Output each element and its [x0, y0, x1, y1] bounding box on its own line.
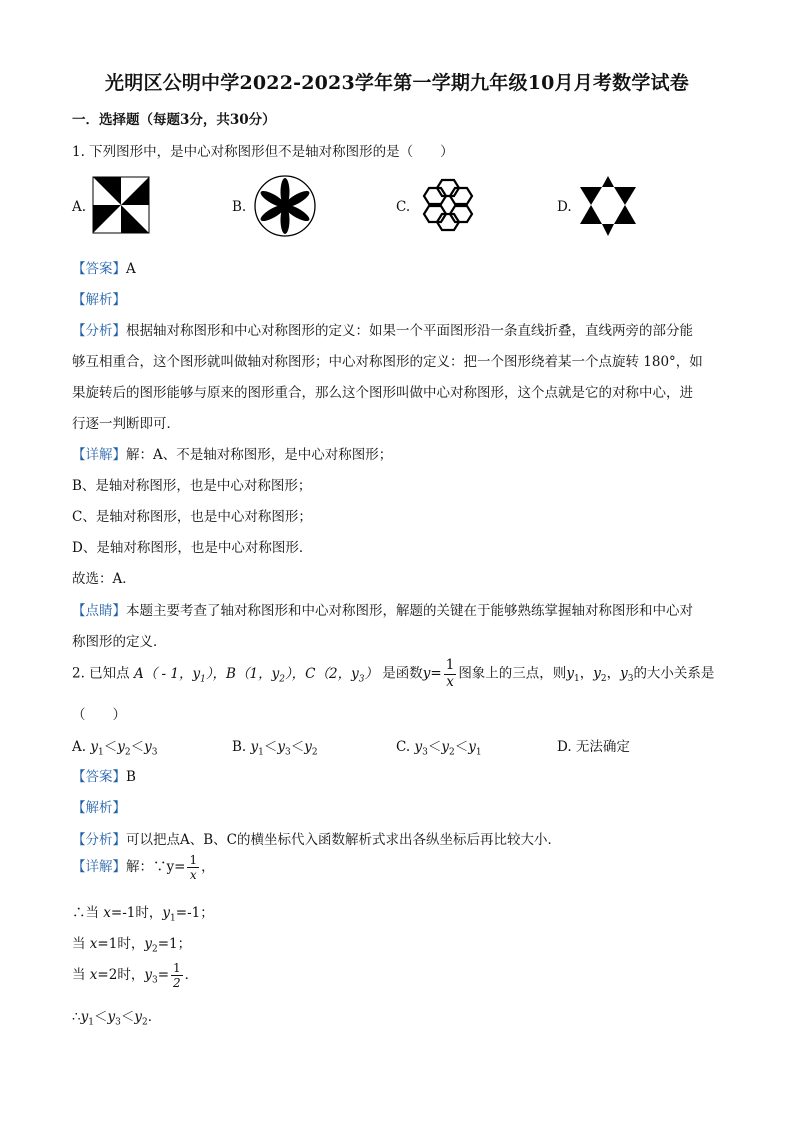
- q2-xj-frac-den: x: [189, 868, 197, 882]
- q1-xiangjie-tag: 【详解】: [72, 447, 126, 463]
- q2-answer-value: B: [126, 769, 136, 785]
- page-title: 光明区公明中学2022-2023学年第一学期九年级10月月考数学试卷: [105, 72, 689, 94]
- q2-option-d: D. 无法确定: [557, 739, 630, 755]
- section-heading: 一．选择题（每题3分，共30分）: [72, 112, 276, 128]
- q1-fenxi-line-1: [72, 319, 693, 339]
- q2-line-3-text: 当 x=2时，$y_3=$: [72, 967, 170, 986]
- q1-dianjing-tag: 【点睛】: [72, 603, 126, 619]
- q2-fenxi-line: [72, 828, 561, 848]
- q2-answer-tag: 【答案】: [72, 769, 126, 785]
- q2-xiangjie-text: 解：∵y=: [126, 859, 186, 875]
- q2-analysis-tag: 【解析】: [72, 800, 126, 816]
- q2-half-fraction: [171, 962, 183, 989]
- option-d-label: D.: [557, 199, 572, 215]
- q2-paren: （ ）: [72, 707, 126, 723]
- option-a-label: A.: [72, 199, 87, 215]
- q1-answer-line: [72, 257, 136, 277]
- option-b-label: B.: [232, 199, 247, 215]
- q2-option-b: B. $y_1<y_3<y_2$: [232, 739, 318, 758]
- q2-xiangjie-fraction: [187, 854, 199, 881]
- q2-fenxi-tag: 【分析】: [72, 832, 126, 848]
- q1-fenxi-line-4: 行逐一判断即可．: [72, 416, 180, 432]
- q2-frac-num: 1: [445, 657, 455, 673]
- hexagon-cluster-figure: [417, 176, 479, 234]
- q2-line-1: ∴当 x=-1时，$y_1=-1$；: [72, 905, 214, 924]
- q2-fenxi-text: 可以把点A、B、C的横坐标代入函数解析式求出各纵坐标后再比较大小．: [126, 832, 561, 848]
- q2-stem-suffix: 的大小关系是: [633, 665, 715, 682]
- q2-points: A（ - 1，$y_1$），B（1，$y_2$），C（2，$y_3$）: [133, 665, 378, 685]
- q1-xiangjie-line-5: 故选：A．: [72, 571, 136, 587]
- q1-xiangjie-line-2: B、是轴对称图形，也是中心对称图形；: [72, 478, 312, 494]
- q2-frac-den: x: [446, 673, 454, 690]
- q1-fenxi-line-2: 够互相重合，这个图形就叫做轴对称图形；中心对称图形的定义：把一个图形绕着某一个点旋转 180°，如: [72, 354, 703, 370]
- q2-stem-prefix: 2. 已知点: [72, 665, 130, 682]
- q1-fenxi-tag: 【分析】: [72, 323, 126, 339]
- q1-answer-tag: 【答案】: [72, 261, 126, 277]
- question-2-stem: 2. 已知点 A（ - 1，$y_1$），B（1，$y_2$），C（2，$y_3$） 是函数y= $\frac{1}{x}$ 图象上的三点，则$y_1$，$y_2$，$y_3$的大小关系是: [72, 657, 715, 690]
- q2-half-den: 2: [173, 976, 181, 990]
- q1-analysis-tag: 【解析】: [72, 292, 126, 308]
- question-1-stem: 1. 下列图形中，是中心对称图形但不是轴对称图形的是（ ）: [72, 144, 454, 160]
- q2-answer-line: [72, 765, 136, 785]
- q1-xiangjie-line-3: C、是轴对称图形，也是中心对称图形；: [72, 509, 312, 525]
- q1-dianjing-line-1: [72, 599, 693, 619]
- option-c-label: C.: [396, 199, 411, 215]
- q2-half-num: 1: [173, 961, 181, 975]
- q2-line-3: 当 x=2时，$y_3=$ $\frac{1}{2}$ ．: [72, 961, 199, 990]
- q2-function-fraction: [444, 659, 457, 689]
- q2-stem-middle: 图象上的三点，则: [458, 665, 567, 682]
- q1-xiangjie-line-1: [72, 443, 392, 463]
- flower-figure: [253, 174, 317, 238]
- q2-xj-frac-num: 1: [189, 853, 198, 867]
- q2-option-a: A. $y_1<y_2<y_3$: [72, 739, 158, 758]
- star-of-david-figure: [579, 175, 637, 237]
- q2-option-c: C. $y_3<y_2<y_1$: [396, 739, 482, 758]
- q2-xiangjie-tag: 【详解】: [72, 859, 126, 875]
- q1-dianjing-line-2: 称图形的定义．: [72, 634, 167, 650]
- q2-stem-function-word: 是函数: [382, 665, 423, 682]
- q2-line-4: $\therefore y_1<y_3<y_2$．: [72, 1009, 162, 1028]
- q1-xiangjie-text-1: 解：A、不是轴对称图形，是中心对称图形；: [126, 447, 393, 463]
- q1-answer-value: A: [126, 261, 136, 277]
- q1-xiangjie-line-4: D、是轴对称图形，也是中心对称图形．: [72, 540, 313, 556]
- q1-dianjing-text-1: 本题主要考查了轴对称图形和中心对称图形，解题的关键在于能够熟练掌握轴对称图形和中心对: [126, 603, 693, 619]
- q2-xiangjie-line: 【详解】解：∵y= $\frac{1}{x}$ ，: [72, 853, 215, 882]
- q1-fenxi-line-3: 果旋转后的图形能够与原来的图形重合，那么这个图形叫做中心对称图形，这个点就是它的对称中心，进: [72, 385, 693, 401]
- q1-fenxi-text-1: 根据轴对称图形和中心对称图形的定义：如果一个平面图形沿一条直线折叠，直线两旁的部分能: [126, 323, 693, 339]
- q2-line-2: 当 x=1时，$y_2=1$；: [72, 936, 192, 955]
- pinwheel-figure: [92, 176, 150, 234]
